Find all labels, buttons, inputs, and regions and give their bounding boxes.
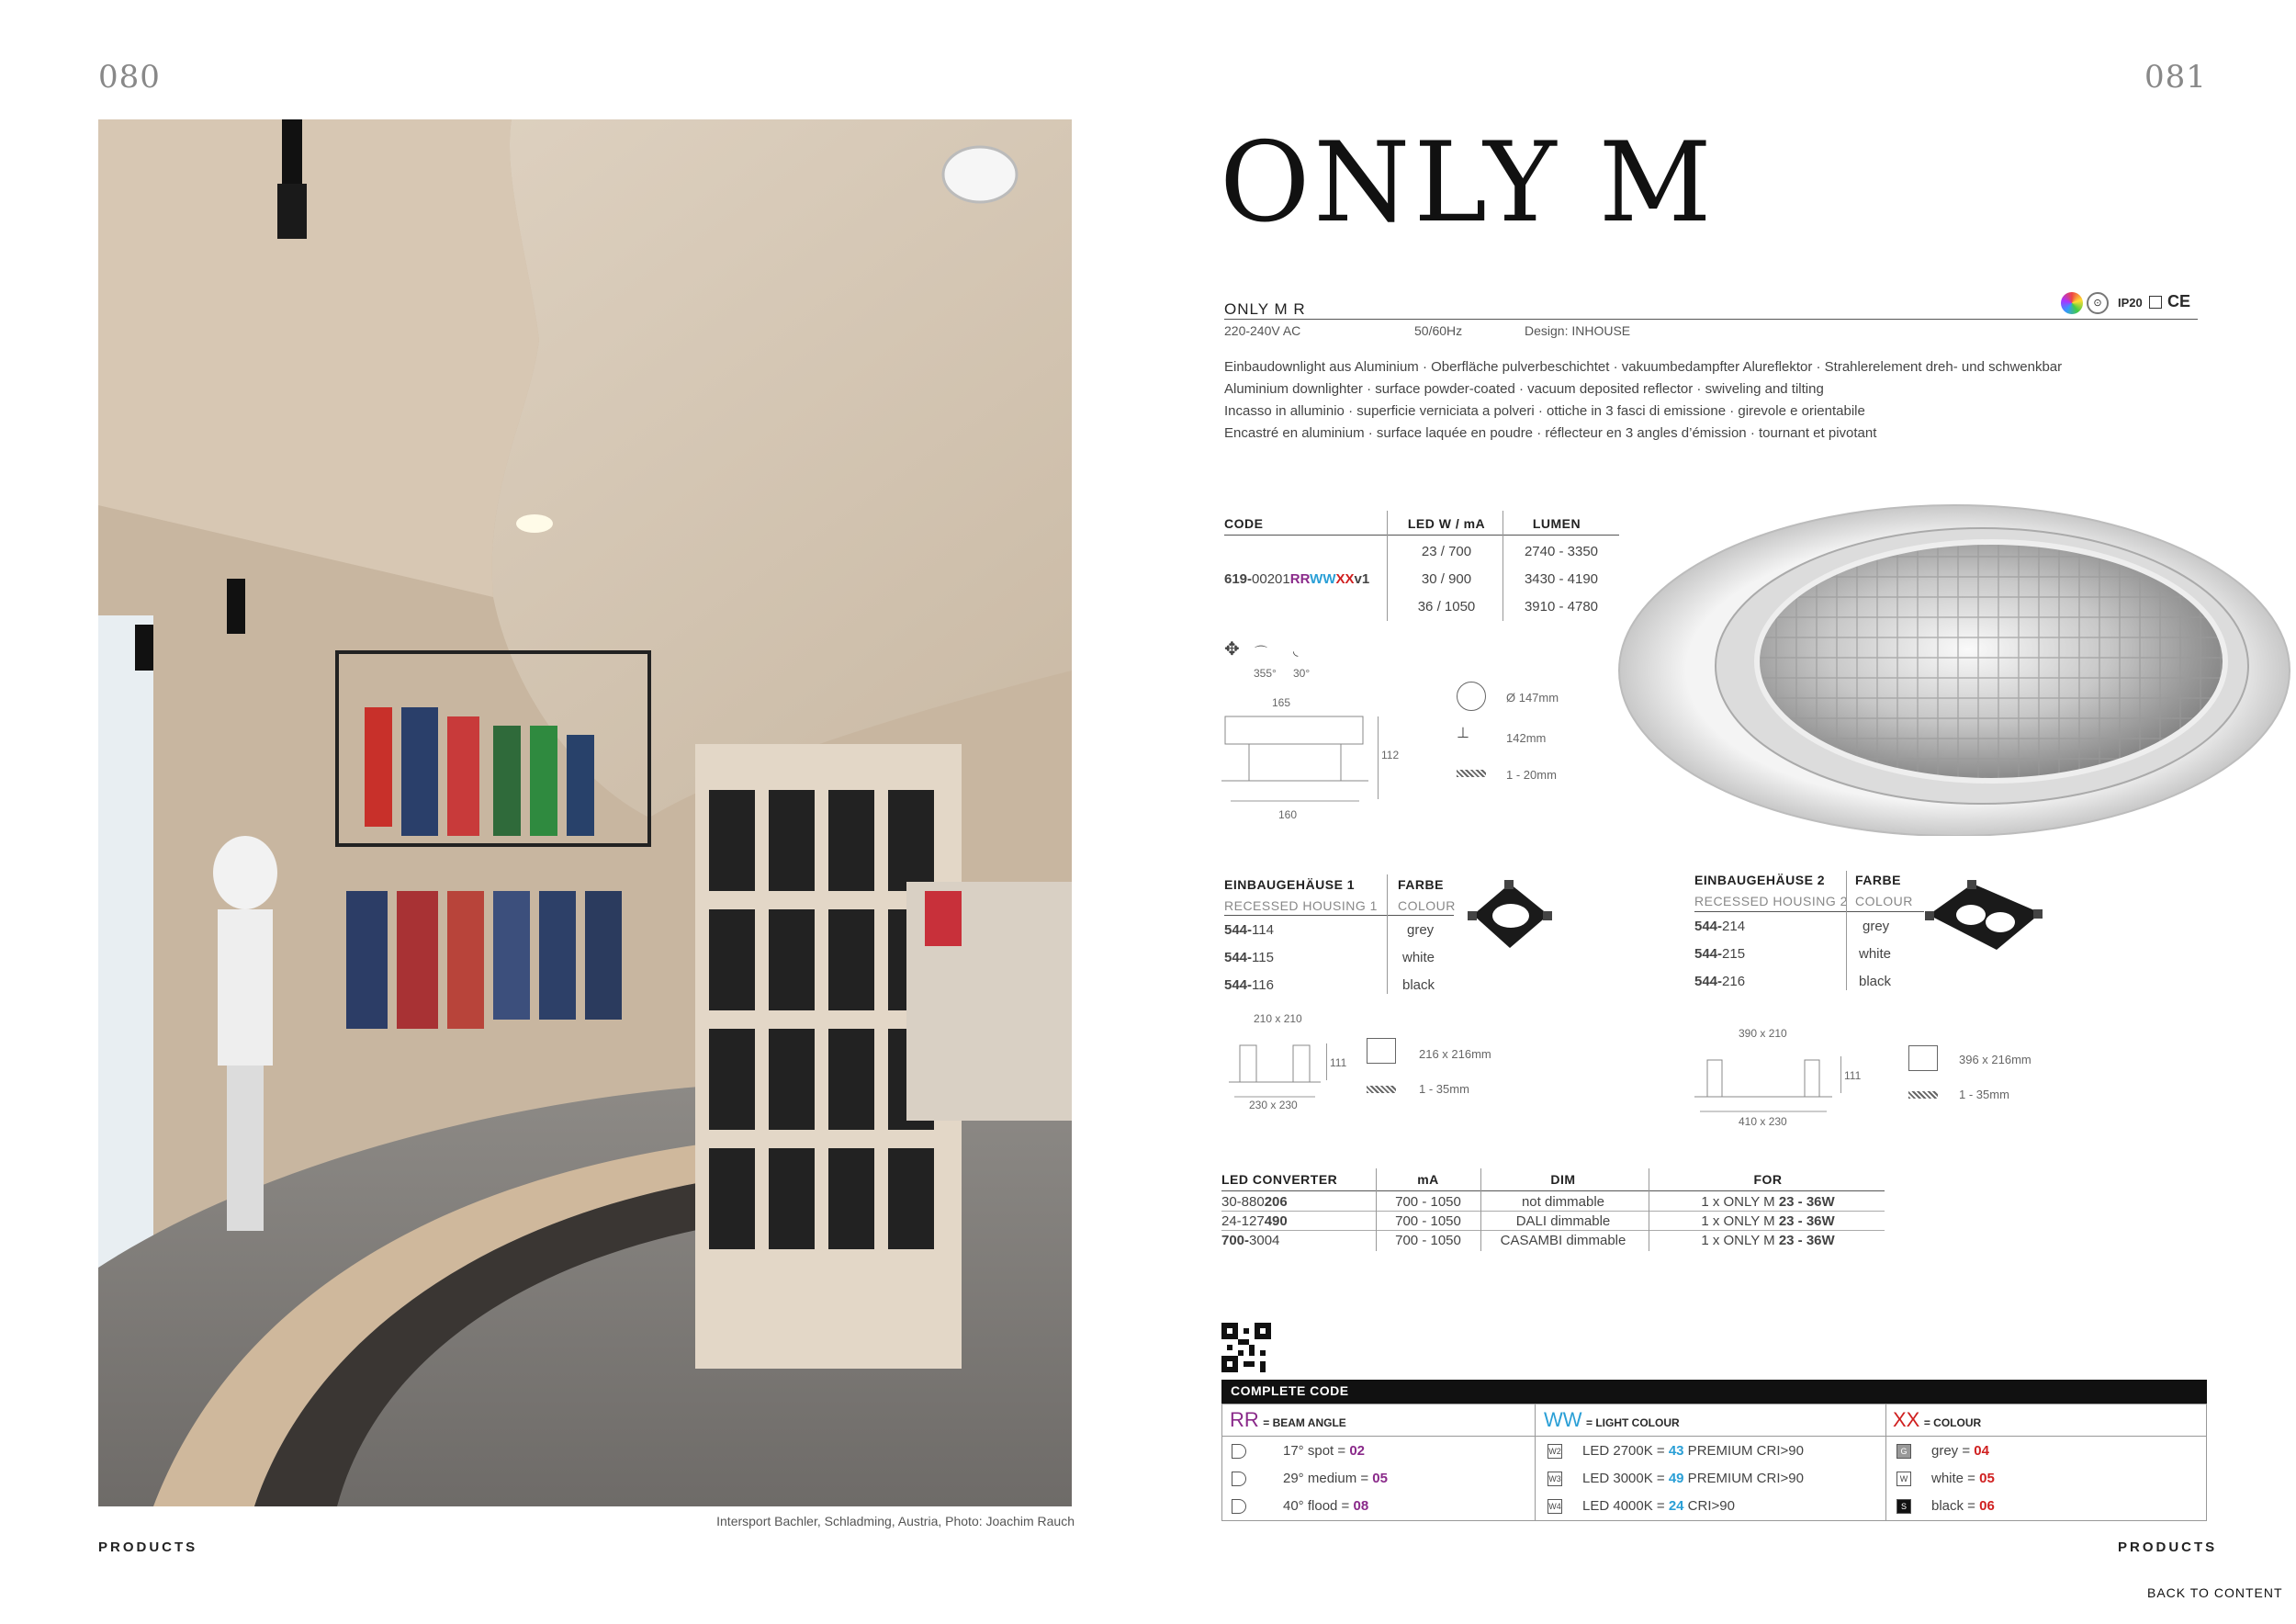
page-number-right: 081: [2144, 59, 2207, 96]
install-depth: 142mm: [1506, 731, 1547, 745]
voltage: 220-240V AC: [1224, 323, 1301, 338]
cc-xx-value: 04: [1974, 1443, 1989, 1459]
swivel-icon: ⌒: [1255, 645, 1267, 660]
housing-code-prefix: 544-: [1694, 974, 1723, 989]
code-divider-1: [1387, 511, 1388, 621]
converter-for-model: 1 x ONLY M: [1701, 1213, 1779, 1229]
product-code: [1224, 571, 1369, 587]
cc-rr-key: RR: [1230, 1408, 1259, 1431]
complete-code-box: [1221, 1404, 2207, 1521]
description-en: Aluminium downlighter · surface powder-coated · vacuum deposited reflector · swiveling and tilting: [1224, 381, 1824, 397]
code-prefix: 619-: [1224, 571, 1253, 587]
cutout-size: Ø 147mm: [1506, 691, 1559, 705]
class-icon: [2149, 296, 2162, 309]
housing-code-prefix: 544-: [1224, 950, 1253, 965]
cc-ww-led: LED 4000K =: [1582, 1498, 1669, 1514]
complete-code-bar: COMPLETE CODE: [1221, 1380, 2207, 1404]
cutout-icon: [1457, 682, 1486, 711]
cutout-icon: [1908, 1045, 1938, 1071]
frequency: 50/60Hz: [1414, 323, 1463, 338]
product-name: ONLY M R: [1224, 300, 1306, 318]
converter-for: [1649, 1233, 1887, 1248]
housing1-colour: grey: [1407, 922, 1435, 938]
cc-divider: [1535, 1404, 1536, 1520]
converter-dim: not dimmable: [1521, 1194, 1605, 1210]
for-header: FOR: [1753, 1172, 1783, 1187]
cc-ww-led: LED 2700K =: [1582, 1443, 1669, 1459]
housing1-colour-sub: COLOUR: [1398, 898, 1456, 913]
cc-xx-key: XX: [1893, 1408, 1920, 1431]
housing-code-number: 215: [1722, 946, 1746, 962]
housing-code-number: 214: [1722, 919, 1746, 934]
cc-xx-text: white =: [1931, 1471, 1980, 1486]
cc-xx-text: black =: [1931, 1498, 1980, 1514]
cc-ww-value: 24: [1668, 1498, 1684, 1514]
housing2-cutout: 396 x 216mm: [1959, 1053, 2032, 1066]
converter-dim: DALI dimmable: [1515, 1213, 1611, 1229]
housing1-height-line: [1326, 1043, 1327, 1080]
light-colour-icon: W3: [1548, 1472, 1562, 1486]
footer-products-left[interactable]: PRODUCTS: [98, 1539, 198, 1555]
converter-row-rule: [1221, 1230, 1885, 1231]
code-mid: 00201: [1252, 571, 1290, 587]
converter-code: [1221, 1233, 1279, 1248]
flood-icon: [1232, 1499, 1246, 1514]
code-xx: XX: [1335, 571, 1355, 587]
housing-code-number: 115: [1252, 950, 1274, 965]
ma-header: mA: [1417, 1172, 1439, 1187]
converter-ma: 700 - 1050: [1395, 1194, 1461, 1210]
cc-ww-row: [1548, 1498, 1735, 1514]
converter-ma: 700 - 1050: [1395, 1233, 1461, 1248]
housing2-dim-top: 390 x 210: [1739, 1027, 1787, 1040]
cc-xx-value: 06: [1979, 1498, 1995, 1514]
housing2-colour-header: FARBE: [1855, 873, 1901, 887]
cc-ww-header: [1544, 1408, 1680, 1432]
converter-row-rule: [1221, 1211, 1885, 1212]
tilt-icon: ◟: [1293, 643, 1299, 658]
description-de: Einbaudownlight aus Aluminium · Oberfläche pulverbeschichtet · vakuumbedampfter Alureflektor · Strahlerelement dreh- und schwenkbar: [1224, 359, 2063, 375]
light-colour-icon: W4: [1548, 1499, 1562, 1514]
cutout-icon: [1367, 1038, 1396, 1064]
cc-xx-header: [1893, 1408, 1981, 1432]
housing-code-prefix: 544-: [1694, 919, 1723, 934]
housing2-colour-sub: COLOUR: [1855, 894, 1913, 908]
dim-bottom: 160: [1278, 808, 1298, 821]
housing1-divider: [1387, 874, 1388, 994]
depth-icon: ⊥: [1457, 726, 1469, 741]
housing1-cutout: 216 x 216mm: [1419, 1047, 1491, 1061]
description-fr: Encastré en aluminium · surface laquée en poudre · réflecteur en 3 angles d’émission · tournant et pivotant: [1224, 425, 1877, 441]
cc-ww-row: [1548, 1471, 1804, 1486]
converter-divider: [1376, 1168, 1377, 1251]
downlight-image: [1615, 496, 2294, 836]
cc-rr-header: [1230, 1408, 1346, 1432]
tilt-angle: 30°: [1293, 667, 1311, 680]
rotation-angle: 355°: [1254, 667, 1277, 680]
spot-icon: [1232, 1444, 1246, 1459]
housing1-title: EINBAUGEHÄUSE 1: [1224, 877, 1356, 892]
housing2-rule: [1694, 911, 1924, 912]
housing1-code: [1224, 977, 1274, 993]
housing2-divider: [1846, 871, 1847, 990]
housing1-drawing: [1229, 1027, 1321, 1100]
housing2-code: [1694, 946, 1745, 962]
cc-xx-row: [1896, 1498, 1995, 1514]
cc-ww-cri: CRI>90: [1683, 1498, 1735, 1514]
converter-code-suffix: 206: [1264, 1194, 1288, 1210]
cc-rr-text: 40° flood =: [1283, 1498, 1354, 1514]
cc-xx-text: grey =: [1931, 1443, 1975, 1459]
housing2-image: [1925, 878, 2044, 957]
cc-ww-label: = LIGHT COLOUR: [1585, 1416, 1680, 1429]
height-line: [1378, 716, 1379, 799]
cc-ww-value: 43: [1668, 1443, 1684, 1459]
product-title: ONLY M: [1220, 119, 1716, 247]
lumen-header: LUMEN: [1532, 516, 1581, 531]
cc-rr-value: 08: [1353, 1498, 1369, 1514]
ip-rating: IP20: [2118, 296, 2143, 310]
converter-code: [1221, 1194, 1288, 1210]
converter-for-wattage: 23 - 36W: [1778, 1233, 1835, 1248]
side-drawing: [1221, 709, 1368, 810]
housing1-dim-bottom: 230 x 230: [1249, 1099, 1298, 1111]
housing-code-prefix: 544-: [1224, 977, 1253, 993]
cc-ww-row: [1548, 1443, 1804, 1459]
code-table-rule: [1224, 535, 1619, 536]
converter-code-suffix: 490: [1264, 1213, 1288, 1229]
code-rr: RR: [1289, 571, 1311, 587]
housing-code-prefix: 544-: [1224, 922, 1253, 938]
dimmable-icon: ⊙: [2087, 292, 2109, 314]
design: Design: INHOUSE: [1525, 323, 1631, 338]
led-value: 36 / 1050: [1417, 599, 1476, 615]
ceiling-thickness-icon: [1908, 1091, 1938, 1099]
converter-for-wattage: 23 - 36W: [1778, 1213, 1835, 1229]
led-value: 23 / 700: [1421, 544, 1472, 559]
cc-ww-cri: PREMIUM CRI>90: [1683, 1471, 1804, 1486]
code-header: CODE: [1224, 516, 1264, 531]
housing1-subtitle: RECESSED HOUSING 1: [1224, 898, 1378, 913]
housing1-colour: black: [1402, 977, 1435, 993]
cc-rr-label: = BEAM ANGLE: [1263, 1416, 1346, 1429]
converter-dim: CASAMBI dimmable: [1500, 1233, 1626, 1248]
housing2-subtitle: RECESSED HOUSING 2: [1694, 894, 1848, 908]
converter-ma: 700 - 1050: [1395, 1213, 1461, 1229]
lumen-value: 3430 - 4190: [1524, 571, 1599, 587]
converter-rule: [1221, 1190, 1885, 1191]
housing1-code: [1224, 922, 1274, 938]
housing2-code: [1694, 919, 1745, 934]
cc-rr-text: 29° medium =: [1283, 1471, 1373, 1486]
cc-rr-text: 17° spot =: [1283, 1443, 1350, 1459]
medium-icon: [1232, 1472, 1246, 1486]
housing2-dim-bottom: 410 x 230: [1739, 1115, 1787, 1128]
converter-for: [1649, 1213, 1887, 1229]
housing-code-prefix: 544-: [1694, 946, 1723, 962]
dim-top: 165: [1272, 696, 1291, 709]
housing1-ceiling: 1 - 35mm: [1419, 1082, 1469, 1096]
light-colour-icon: W2: [1548, 1444, 1562, 1459]
housing2-colour: black: [1859, 974, 1892, 989]
ceiling-thickness-icon: [1367, 1086, 1396, 1093]
housing-code-number: 116: [1252, 977, 1274, 993]
rotate-icon: ✥: [1224, 639, 1240, 660]
converter-for: [1649, 1194, 1887, 1210]
converter-code-prefix: 700-: [1221, 1233, 1250, 1248]
grey-swatch-icon: G: [1896, 1444, 1911, 1459]
cc-header-rule: [1222, 1436, 2206, 1437]
store-photo: [98, 119, 1072, 1506]
housing2-colour: white: [1859, 946, 1892, 962]
photo-caption: Intersport Bachler, Schladming, Austria, Photo: Joachim Rauch: [716, 1514, 1075, 1528]
housing1-dim-height: 111: [1330, 1056, 1347, 1069]
cc-rr-value: 05: [1372, 1471, 1388, 1486]
white-swatch-icon: W: [1896, 1472, 1911, 1486]
dim-header: DIM: [1550, 1172, 1576, 1187]
cc-ww-value: 49: [1668, 1471, 1684, 1486]
led-value: 30 / 900: [1421, 571, 1472, 587]
cc-rr-row: [1232, 1498, 1368, 1514]
cc-ww-led: LED 3000K =: [1582, 1471, 1669, 1486]
cc-xx-label: = COLOUR: [1923, 1416, 1982, 1429]
cc-ww-cri: PREMIUM CRI>90: [1683, 1443, 1804, 1459]
converter-code-suffix: 3004: [1249, 1233, 1280, 1248]
cc-ww-key: WW: [1544, 1408, 1582, 1431]
converter-for-wattage: 23 - 36W: [1778, 1194, 1835, 1210]
housing2-title: EINBAUGEHÄUSE 2: [1694, 873, 1826, 887]
housing1-colour-header: FARBE: [1398, 877, 1444, 892]
code-ww: WW: [1310, 571, 1336, 587]
cc-xx-row: [1896, 1443, 1989, 1459]
housing1-code: [1224, 950, 1274, 965]
housing1-rule: [1224, 915, 1454, 916]
housing2-drawing: [1694, 1042, 1832, 1115]
converter-code-prefix: 30-880: [1221, 1194, 1265, 1210]
ceiling-thickness-icon: [1457, 770, 1486, 777]
housing2-dim-height: 111: [1844, 1069, 1862, 1082]
housing2-code: [1694, 974, 1745, 989]
ceiling-thickness: 1 - 20mm: [1506, 768, 1557, 782]
housing1-image: [1468, 878, 1552, 953]
lumen-value: 3910 - 4780: [1524, 599, 1599, 615]
dim-height: 112: [1381, 749, 1400, 761]
housing2-ceiling: 1 - 35mm: [1959, 1088, 2009, 1101]
housing2-height-line: [1840, 1056, 1841, 1093]
description: [1224, 356, 2216, 445]
color-wheel-icon: [2061, 292, 2083, 314]
cc-divider: [1885, 1404, 1886, 1520]
black-swatch-icon: S: [1896, 1499, 1911, 1514]
qr-code[interactable]: [1221, 1323, 1271, 1372]
ce-mark: CE: [2167, 292, 2191, 310]
housing1-colour: white: [1402, 950, 1435, 965]
cc-rr-row: [1232, 1443, 1365, 1459]
page-number-left: 080: [98, 59, 161, 96]
housing2-colour: grey: [1863, 919, 1890, 934]
housing-code-number: 216: [1722, 974, 1746, 989]
footer-products-right[interactable]: PRODUCTS: [2118, 1539, 2218, 1555]
converter-for-model: 1 x ONLY M: [1701, 1233, 1779, 1248]
code-suffix: v1: [1354, 571, 1370, 587]
lumen-value: 2740 - 3350: [1524, 544, 1599, 559]
converter-code: [1221, 1213, 1288, 1229]
cc-xx-value: 05: [1979, 1471, 1995, 1486]
cc-xx-row: [1896, 1471, 1995, 1486]
back-to-content-link[interactable]: BACK TO CONTENT: [2147, 1585, 2283, 1600]
header-rule: [1224, 319, 2198, 320]
converter-code-prefix: 24-127: [1221, 1213, 1265, 1229]
converter-header: LED CONVERTER: [1221, 1172, 1338, 1187]
housing1-dim-top: 210 x 210: [1254, 1012, 1302, 1025]
led-header: LED W / mA: [1407, 516, 1486, 531]
housing-code-number: 114: [1252, 922, 1274, 938]
description-it: Incasso in alluminio · superficie verniciata a polveri · ottiche in 3 fasci di emissione · girevole e orientabile: [1224, 403, 1865, 419]
cc-rr-value: 02: [1349, 1443, 1365, 1459]
converter-for-model: 1 x ONLY M: [1701, 1194, 1779, 1210]
cc-rr-row: [1232, 1471, 1388, 1486]
